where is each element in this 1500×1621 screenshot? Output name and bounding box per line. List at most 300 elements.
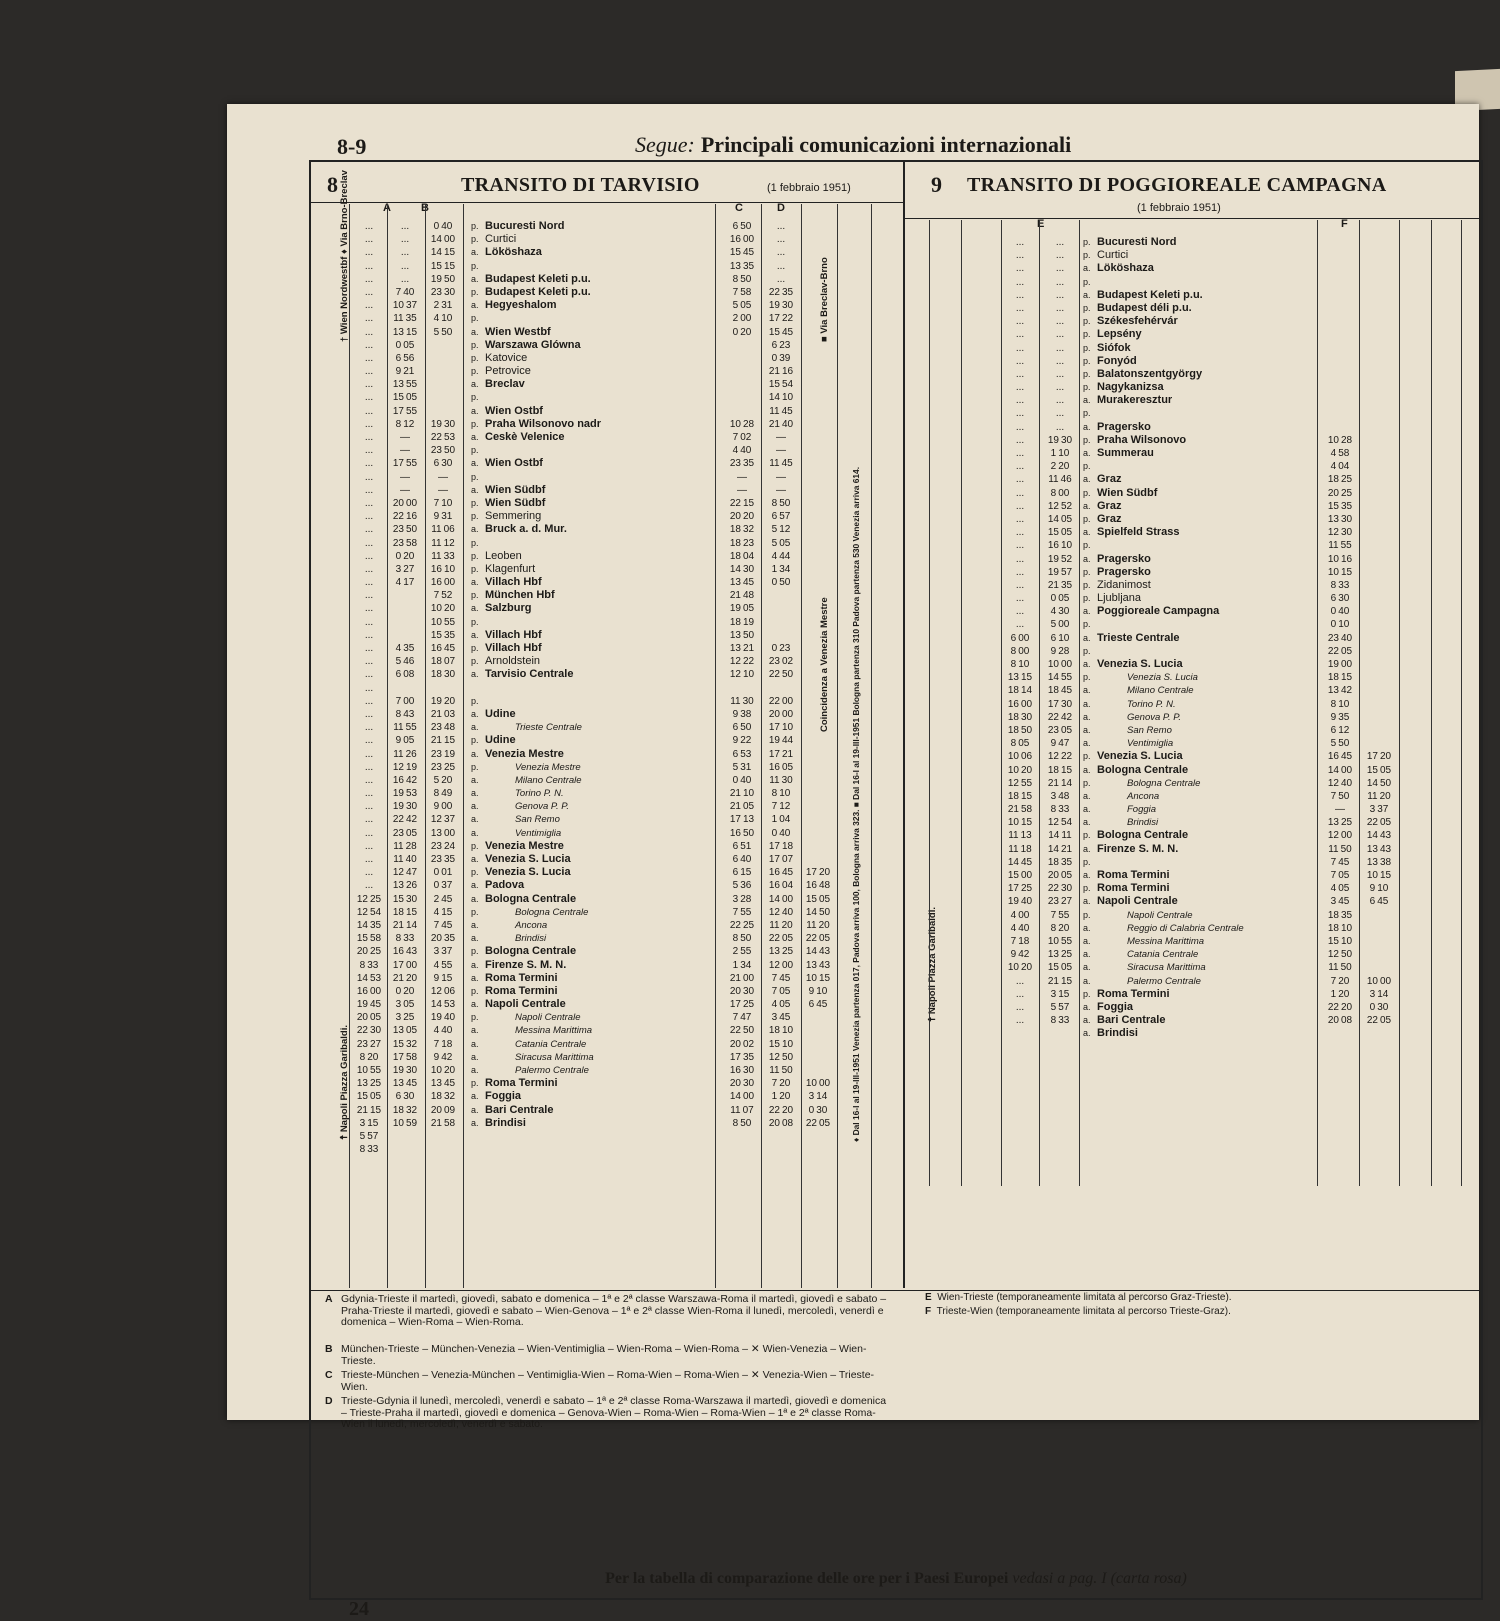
time-cell: 17 58: [392, 1051, 418, 1063]
station-row: [471, 629, 711, 642]
time-cell: 20 30: [729, 985, 755, 997]
time-cell: [723, 365, 761, 378]
time-cell: 19 30: [392, 1065, 418, 1076]
time-cell: ...: [776, 234, 786, 246]
arr-dep-marker: a.: [471, 603, 479, 614]
station-row: [1083, 961, 1309, 974]
time-cell: 0 40: [732, 774, 752, 786]
arr-dep-marker: p.: [471, 445, 479, 456]
time-cell: 8 10: [771, 788, 791, 800]
time-cell: 16 50: [729, 827, 755, 839]
time-cell: ...: [1015, 553, 1025, 565]
station-name: Torino P. N.: [515, 788, 564, 800]
time-cell: 15 05: [356, 1091, 382, 1103]
time-cell: —: [737, 471, 747, 483]
time-cell: ...: [1015, 421, 1025, 433]
station-row: [471, 391, 711, 404]
col-B: [425, 220, 461, 1130]
station-name: Roma Termini: [1097, 882, 1170, 895]
time-cell: 14 53: [430, 999, 456, 1011]
arr-dep-marker: p.: [471, 511, 479, 522]
station-row: [471, 1077, 711, 1090]
time-cell: [801, 246, 835, 259]
time-cell: 0 01: [433, 867, 453, 879]
time-cell: 6 56: [395, 352, 415, 364]
station-name: Ventimiglia: [1127, 738, 1174, 750]
arr-dep-marker: p.: [1083, 672, 1091, 683]
station-row: [471, 1104, 711, 1117]
time-cell: [1321, 381, 1359, 394]
arr-dep-marker: p.: [471, 221, 479, 231]
time-cell: 7 10: [433, 497, 453, 509]
time-cell: 19 40: [1007, 896, 1033, 908]
time-cell: —: [776, 471, 786, 483]
time-cell: 18 32: [729, 524, 755, 536]
col-D: [763, 220, 799, 1130]
time-cell: [801, 365, 835, 378]
station-row: [471, 840, 711, 853]
col-C: [723, 220, 761, 1130]
arr-dep-marker: p.: [1083, 237, 1091, 247]
station-row: [1083, 869, 1309, 882]
station-row: [471, 457, 711, 470]
time-cell: 23 27: [356, 1038, 382, 1050]
station-row: [471, 365, 711, 378]
time-cell: 9 28: [1050, 645, 1070, 657]
time-cell: ...: [364, 471, 374, 483]
time-cell: 11 18: [1008, 843, 1032, 855]
station-name: Poggioreale Campagna: [1097, 605, 1220, 618]
time-cell: [1321, 289, 1359, 302]
time-cell: ...: [364, 497, 374, 509]
arr-dep-marker: p.: [1083, 250, 1091, 261]
time-cell: 7 45: [433, 919, 453, 931]
time-cell: 8 50: [732, 1117, 752, 1129]
time-cell: ...: [1015, 593, 1025, 605]
station-row: [1083, 671, 1309, 684]
station-row: [1083, 1001, 1309, 1014]
time-cell: ...: [1015, 527, 1025, 539]
station-row: [1083, 948, 1309, 961]
arr-dep-marker: p.: [1083, 513, 1091, 524]
station-row: [1083, 790, 1309, 803]
station-row: [1083, 473, 1309, 486]
station-row: [471, 510, 711, 523]
station-row: [1083, 487, 1309, 500]
time-cell: [801, 378, 835, 391]
time-cell: 12 00: [768, 959, 794, 971]
time-cell: 14 05: [1047, 513, 1073, 525]
station-name: Pragersko: [1097, 565, 1151, 578]
time-cell: [1361, 302, 1397, 315]
arr-dep-marker: p.: [471, 286, 479, 297]
time-cell: 6 57: [771, 511, 791, 523]
time-cell: 1 10: [1050, 448, 1070, 459]
station-name: Murakeresztur: [1097, 394, 1173, 407]
time-cell: 22 05: [805, 1117, 831, 1129]
side-note-mestre: Coincidenza a Venezia Mestre: [819, 597, 830, 732]
station-name: Fonyód: [1097, 354, 1137, 367]
station-row: [1083, 262, 1309, 275]
time-cell: 9 21: [395, 366, 415, 378]
time-cell: ...: [1015, 382, 1025, 394]
arr-dep-marker: a.: [471, 827, 479, 838]
station-row: [1083, 1027, 1309, 1040]
time-cell: [801, 1064, 835, 1077]
time-cell: 12 40: [768, 906, 794, 918]
time-cell: [425, 682, 461, 695]
station-name: Genova P. P.: [515, 801, 570, 813]
station-name: Graz: [1097, 473, 1122, 486]
time-cell: 11 55: [1328, 540, 1352, 552]
time-cell: 11 26: [393, 748, 417, 760]
time-cell: 14 43: [805, 946, 831, 958]
station-row: [1083, 566, 1309, 579]
station-name: Venezia Mestre: [485, 747, 564, 760]
arr-dep-marker: p.: [471, 590, 479, 601]
time-cell: 19 45: [356, 999, 382, 1011]
station-name: Foggia: [485, 1090, 522, 1103]
bottom-reference: Per la tabella di comparazione delle ore per i Paesi Europei vedasi a pag. I (carta rosa): [605, 1570, 1187, 1587]
arr-dep-marker: p.: [1083, 316, 1091, 327]
station-name: Brindisi: [1097, 1027, 1138, 1040]
station-row: [471, 879, 711, 892]
time-cell: 0 37: [433, 880, 453, 892]
time-cell: —: [776, 445, 786, 457]
time-cell: 0 40: [1330, 606, 1350, 618]
time-cell: 5 12: [771, 524, 791, 536]
col-9-left: [1001, 236, 1039, 1027]
time-cell: 15 10: [1327, 935, 1353, 947]
arr-dep-marker: a.: [471, 273, 479, 284]
time-cell: ...: [1015, 500, 1025, 512]
time-cell: [1361, 315, 1397, 328]
station-row: [471, 339, 711, 352]
time-cell: 0 20: [395, 985, 415, 997]
arr-dep-marker: a.: [1083, 1001, 1091, 1012]
time-cell: 20 35: [430, 933, 456, 945]
station-name: Tarvisio Centrale: [485, 668, 574, 681]
col-9-right: [1361, 236, 1397, 1027]
time-cell: 22 16: [392, 511, 418, 523]
time-cell: 19 52: [1047, 553, 1073, 565]
column-rule: [1431, 220, 1432, 1186]
station-row: [1083, 605, 1309, 618]
station-name: Wien Westbf: [485, 325, 551, 338]
station-name: Budapest Keleti p.u.: [485, 272, 591, 285]
time-cell: [1361, 434, 1397, 447]
time-cell: 12 19: [392, 761, 418, 773]
arr-dep-marker: p.: [471, 643, 479, 653]
time-cell: [801, 497, 835, 510]
time-cell: 5 36: [732, 880, 752, 892]
time-cell: ...: [1055, 355, 1065, 367]
arr-dep-marker: a.: [1083, 975, 1091, 986]
station-name: Pragersko: [1097, 420, 1151, 433]
time-cell: ...: [1015, 276, 1025, 288]
time-cell: 14 15: [430, 247, 456, 259]
time-cell: [801, 299, 835, 312]
page-number: 8-9: [337, 134, 367, 159]
time-cell: [801, 695, 835, 708]
time-cell: [801, 444, 835, 457]
arr-dep-marker: p.: [1083, 856, 1091, 867]
station-name: München Hbf: [485, 589, 555, 602]
arr-dep-marker: a.: [1083, 395, 1091, 406]
arr-dep-marker: a.: [1083, 289, 1091, 300]
time-cell: 19 05: [729, 603, 755, 615]
station-row: [1083, 368, 1309, 381]
time-cell: 0 30: [808, 1104, 828, 1116]
time-cell: ...: [364, 234, 374, 246]
time-cell: 9 31: [433, 511, 453, 523]
arr-dep-marker: p.: [1083, 566, 1091, 577]
time-cell: 3 37: [1369, 804, 1389, 816]
time-cell: ...: [1015, 487, 1025, 499]
time-cell: 14 50: [1366, 777, 1392, 789]
time-cell: 2 31: [433, 300, 453, 312]
time-cell: 16 10: [1047, 540, 1073, 552]
time-cell: 23 25: [430, 761, 456, 773]
time-cell: 18 30: [1007, 711, 1033, 723]
time-cell: 7 58: [732, 286, 752, 298]
time-cell: 22 30: [1047, 883, 1073, 895]
time-cell: [801, 523, 835, 536]
arr-dep-marker: a.: [471, 1104, 479, 1115]
station-name: Ventimiglia: [515, 827, 562, 839]
time-cell: 16 05: [768, 761, 794, 773]
time-cell: [387, 589, 423, 602]
time-cell: 22 05: [1327, 645, 1353, 657]
time-cell: 6 50: [732, 722, 752, 734]
time-cell: 2 45: [433, 893, 453, 905]
time-cell: 20 20: [729, 511, 755, 523]
time-cell: [801, 668, 835, 681]
time-cell: ...: [364, 247, 374, 259]
time-cell: [1361, 737, 1397, 750]
time-cell: 4 55: [433, 959, 453, 971]
column-rule: [715, 204, 716, 1288]
time-cell: 23 19: [430, 748, 456, 760]
station-name: Salzburg: [485, 602, 532, 615]
station-row: [1083, 658, 1309, 671]
time-cell: 7 50: [1330, 790, 1350, 802]
station-row: [1083, 816, 1309, 829]
station-name: Palermo Centrale: [1127, 975, 1201, 987]
time-cell: ...: [1015, 619, 1025, 631]
arr-dep-marker: a.: [1083, 790, 1091, 801]
time-cell: 17 25: [1007, 883, 1033, 895]
time-cell: ...: [364, 392, 374, 404]
station-name: Wien Ostbf: [485, 457, 543, 470]
time-cell: 17 35: [729, 1051, 755, 1063]
column-rule: [837, 204, 838, 1288]
time-cell: ...: [1015, 250, 1025, 262]
column-rule: [1079, 220, 1080, 1186]
time-cell: 16 45: [1327, 751, 1353, 763]
time-cell: 15 58: [356, 933, 382, 945]
time-cell: 12 50: [1327, 949, 1353, 961]
time-cell: [1361, 948, 1397, 961]
time-cell: 15 45: [729, 247, 755, 259]
time-cell: 23 40: [1327, 632, 1353, 644]
time-cell: 14 35: [356, 919, 382, 931]
station-name: Lököshaza: [485, 246, 542, 259]
station-name: Lököshaza: [1097, 262, 1154, 275]
time-cell: 23 30: [430, 286, 456, 298]
time-cell: 1 04: [771, 814, 791, 826]
time-cell: 5 31: [732, 761, 752, 773]
arr-dep-marker: p.: [1083, 619, 1091, 630]
time-cell: 4 35: [395, 643, 415, 654]
time-cell: 8 33: [359, 1144, 379, 1156]
time-cell: [387, 616, 423, 629]
time-cell: 18 19: [729, 616, 755, 628]
station-name: Brindisi: [1127, 817, 1159, 829]
time-cell: 6 10: [1050, 632, 1070, 644]
time-cell: [1361, 421, 1397, 434]
station-name: Catania Centrale: [515, 1038, 587, 1050]
time-cell: 15 05: [805, 893, 831, 905]
time-cell: ...: [1015, 302, 1025, 314]
time-cell: 11 30: [769, 774, 793, 786]
time-cell: ...: [364, 352, 374, 364]
station-name: Budapest Keleti p.u.: [485, 285, 591, 298]
time-cell: 12 25: [356, 893, 382, 905]
column-rule: [1001, 220, 1002, 1186]
time-cell: [801, 1051, 835, 1064]
time-cell: 14 00: [729, 1091, 755, 1103]
time-cell: 10 00: [1047, 659, 1073, 670]
time-cell: [723, 682, 761, 695]
col-header-A: A: [383, 202, 391, 214]
station-name: Brindisi: [515, 933, 547, 945]
time-cell: 14 45: [1007, 856, 1033, 868]
time-cell: 7 05: [1330, 870, 1350, 881]
time-cell: ...: [364, 366, 374, 378]
time-cell: 22 30: [356, 1025, 382, 1037]
time-cell: 21 48: [729, 590, 755, 602]
time-cell: 13 26: [392, 880, 418, 892]
station-row: [1083, 843, 1309, 856]
arr-dep-marker: a.: [471, 484, 479, 495]
time-cell: 15 35: [430, 629, 456, 641]
time-cell: [1361, 381, 1397, 394]
time-cell: ...: [364, 603, 374, 615]
time-cell: [801, 326, 835, 339]
arr-dep-marker: p.: [1083, 434, 1091, 445]
arr-dep-marker: a.: [1083, 817, 1091, 828]
station-row: [471, 563, 711, 576]
column-rule: [1317, 220, 1318, 1186]
col-E-times: [1041, 236, 1079, 1027]
arr-dep-marker: p.: [471, 471, 479, 482]
station-row: [471, 932, 711, 945]
arr-dep-marker: a.: [471, 1051, 479, 1062]
time-cell: ...: [364, 524, 374, 536]
time-cell: 9 22: [732, 735, 752, 747]
time-cell: [1361, 460, 1397, 473]
arr-dep-marker: p.: [471, 906, 479, 917]
time-cell: 9 42: [433, 1051, 453, 1063]
time-cell: 15 32: [392, 1038, 418, 1050]
station-name: Messina Marittima: [515, 1025, 593, 1037]
arr-dep-marker: p.: [471, 1012, 479, 1023]
time-cell: 20 02: [729, 1038, 755, 1050]
time-cell: 7 02: [732, 432, 752, 443]
station-row: [1083, 724, 1309, 737]
time-cell: ...: [364, 616, 374, 628]
time-cell: 23 50: [430, 445, 456, 457]
time-cell: [801, 748, 835, 761]
station-row: [471, 972, 711, 985]
section-9-title: TRANSITO DI POGGIOREALE CAMPAGNA: [967, 174, 1387, 196]
station-row: [1083, 315, 1309, 328]
time-cell: —: [400, 445, 410, 457]
station-name: Ljubljana: [1097, 592, 1142, 605]
time-cell: 17 20: [1366, 751, 1392, 763]
station-name: Bologna Centrale: [485, 892, 577, 905]
time-cell: [801, 827, 835, 840]
arr-dep-marker: a.: [1083, 632, 1091, 643]
station-name: Padova: [485, 879, 525, 892]
time-cell: 8 50: [771, 497, 791, 509]
time-cell: 11 20: [1367, 790, 1391, 802]
time-cell: 8 12: [395, 418, 415, 430]
time-cell: 15 15: [430, 260, 456, 272]
time-cell: 13 43: [1366, 843, 1392, 855]
arr-dep-marker: p.: [471, 946, 479, 957]
arr-dep-marker: a.: [1083, 764, 1091, 775]
time-cell: [801, 682, 835, 695]
time-cell: 9 10: [808, 985, 828, 997]
station-row: [1083, 737, 1309, 750]
time-cell: 21 58: [430, 1117, 456, 1129]
time-cell: [801, 471, 835, 484]
time-cell: 14 10: [768, 392, 794, 404]
arr-dep-marker: a.: [471, 999, 479, 1010]
side-note-breclav: ■ Via Breclav-Brno: [819, 257, 830, 342]
station-row: [471, 616, 711, 629]
station-name: Klagenfurt: [485, 562, 536, 575]
station-name: Trieste Centrale: [515, 722, 582, 734]
time-cell: 21 15: [356, 1104, 382, 1116]
arr-dep-marker: p.: [471, 392, 479, 403]
station-name: Bari Centrale: [1097, 1014, 1166, 1027]
time-cell: 14 11: [1048, 830, 1072, 842]
time-cell: [801, 840, 835, 853]
time-cell: 15 10: [768, 1038, 794, 1050]
time-cell: 11 45: [769, 405, 793, 417]
station-row: [471, 853, 711, 866]
station-row: [1083, 1014, 1309, 1027]
time-cell: 11 33: [431, 550, 455, 562]
station-name: Nagykanizsa: [1097, 381, 1164, 394]
time-cell: 12 06: [430, 985, 456, 997]
station-name: Napoli Centrale: [1127, 909, 1193, 921]
time-cell: 1 34: [732, 959, 752, 971]
station-row: [471, 273, 711, 286]
station-row: [471, 813, 711, 826]
station-name: Warszawa Glówna: [485, 338, 581, 351]
time-cell: [425, 378, 461, 391]
station-row: [471, 761, 711, 774]
time-cell: 11 13: [1008, 830, 1032, 842]
station-name: Udine: [485, 707, 516, 720]
time-cell: 9 47: [1050, 738, 1070, 750]
time-cell: 2 55: [732, 946, 752, 958]
side-note-wien: † Wien Nordwestbf ♦ Via Brno-Breclav: [339, 170, 350, 342]
